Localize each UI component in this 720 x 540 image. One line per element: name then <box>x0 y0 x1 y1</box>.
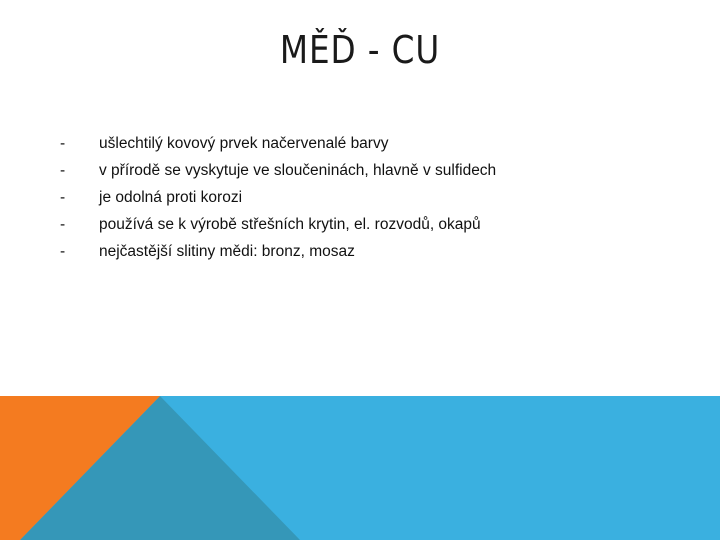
bullet-marker: - <box>60 135 66 152</box>
bullet-marker: - <box>60 243 66 260</box>
bullet-item <box>60 184 700 211</box>
bullet-marker: - <box>60 189 66 206</box>
slide-title: MĚĎ - CU <box>279 28 441 72</box>
bullet-list <box>60 130 700 265</box>
decorative-triangles <box>0 396 720 540</box>
bullet-text: v přírodě se vyskytuje ve sloučeninách, hlavně v sulfidech <box>99 162 497 179</box>
bullet-text: nejčastější slitiny mědi: bronz, mosaz <box>99 243 355 260</box>
bullet-text: používá se k výrobě střešních krytin, el. rozvodů, okapů <box>99 216 481 233</box>
bullet-text: je odolná proti korozi <box>99 189 243 206</box>
bullet-text: ušlechtilý kovový prvek načervenalé barvy <box>99 135 389 152</box>
bullet-item <box>60 157 700 184</box>
bullet-item <box>60 130 700 157</box>
bullet-marker: - <box>60 216 66 233</box>
bullet-item <box>60 211 700 238</box>
bullet-item <box>60 238 700 265</box>
bullet-marker: - <box>60 162 66 179</box>
